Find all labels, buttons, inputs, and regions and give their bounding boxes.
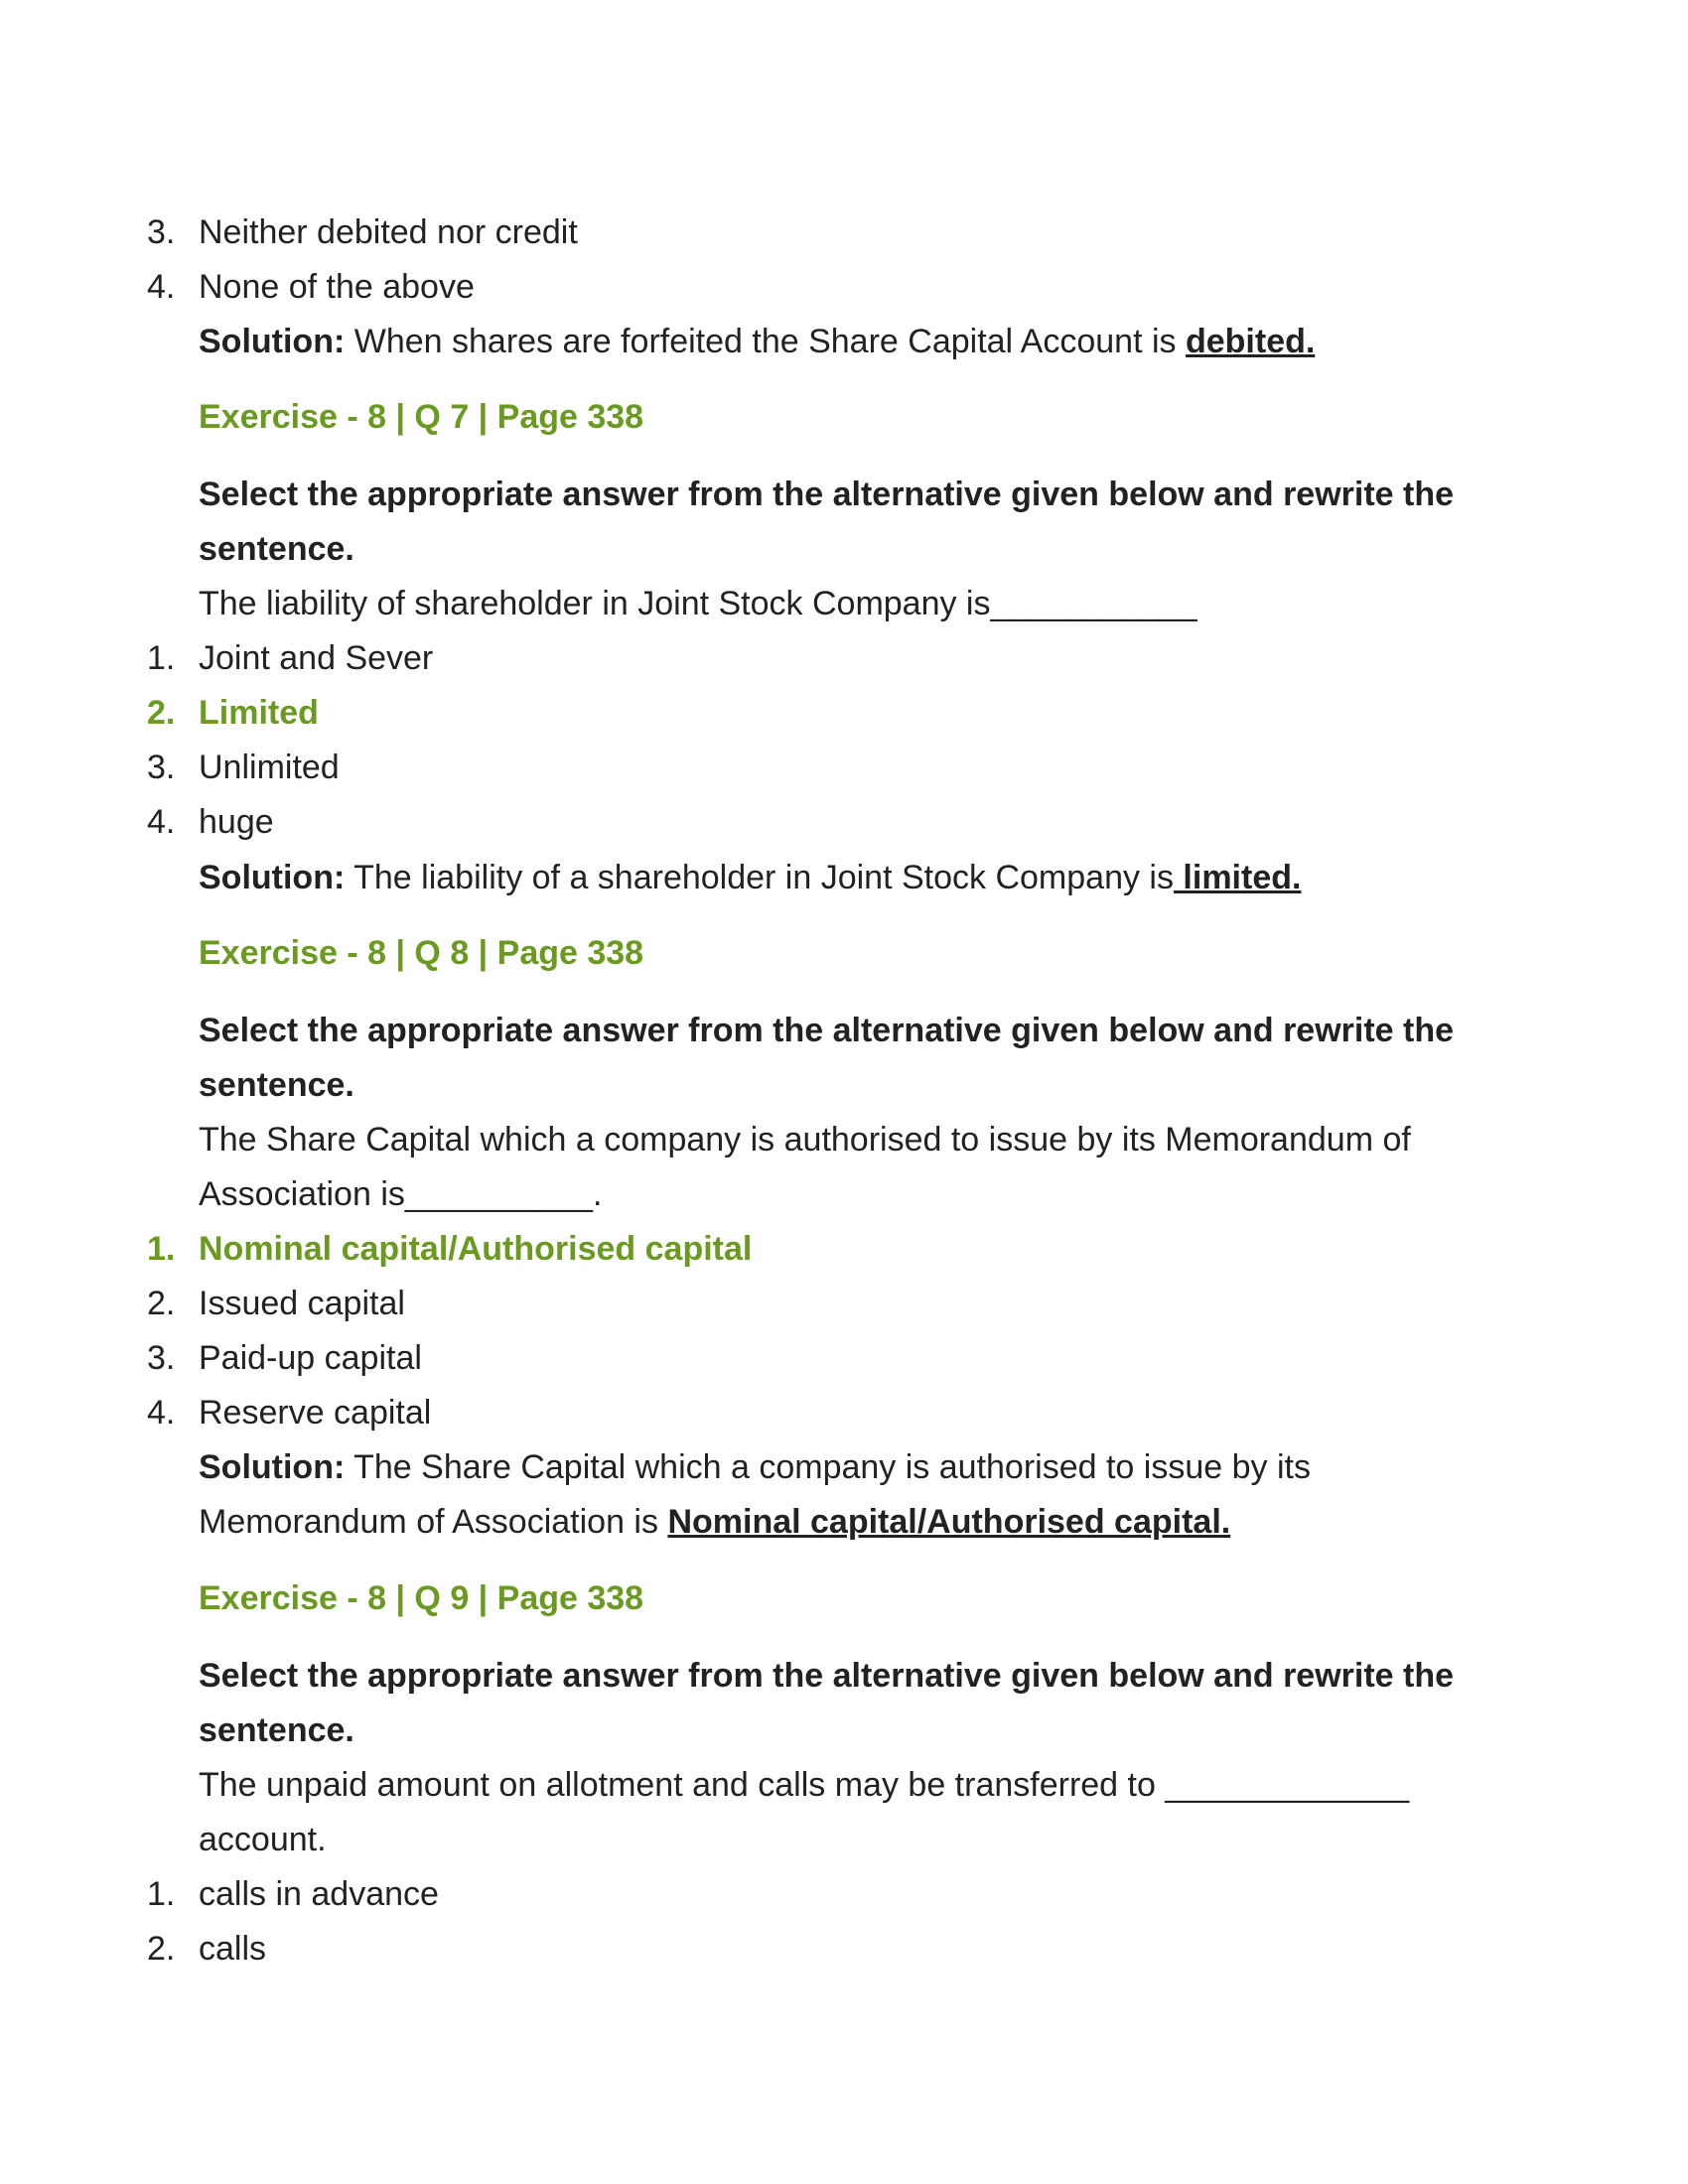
option-number: 4. [147, 803, 176, 841]
option-text: Neither debited nor credit [199, 213, 578, 251]
question-text: The Share Capital which a company is authorised to issue by its Memorandum of [199, 1121, 1411, 1159]
solution-text: Memorandum of Association is [199, 1503, 668, 1541]
solution-line [199, 1447, 1311, 1487]
correct-option-number: 1. [147, 1230, 176, 1268]
correct-option-number: 2. [147, 694, 176, 732]
option-text: None of the above [199, 268, 475, 306]
option-number: 4. [147, 1394, 176, 1432]
option-number: 2. [147, 1285, 176, 1322]
question-text: The liability of shareholder in Joint Stock Company is___________ [199, 585, 1197, 622]
option-text: calls in advance [199, 1875, 439, 1913]
solution-text: The liability of a shareholder in Joint Stock Company is [345, 859, 1174, 896]
question-text: Association is__________. [199, 1175, 603, 1213]
solution-label: Solution: [199, 1448, 346, 1486]
solution-line [199, 1502, 1230, 1542]
exercise-heading: Exercise - 8 | Q 9 | Page 338 [199, 1579, 644, 1617]
instruction-line: Select the appropriate answer from the alternative given below and rewrite the [199, 1657, 1455, 1695]
question-text: The unpaid amount on allotment and calls may be transferred to _____________ [199, 1766, 1410, 1804]
instruction-line: Select the appropriate answer from the alternative given below and rewrite the [199, 1012, 1455, 1049]
instruction-line: sentence. [199, 1066, 354, 1104]
option-number: 2. [147, 1930, 176, 1968]
exercise-heading: Exercise - 8 | Q 7 | Page 338 [199, 398, 644, 436]
solution-line [199, 322, 1315, 361]
instruction-line: sentence. [199, 530, 354, 568]
solution-line [199, 858, 1301, 897]
option-text: Paid-up capital [199, 1339, 422, 1377]
solution-text: When shares are forfeited the Share Capital Account is [345, 323, 1186, 360]
option-text: calls [199, 1930, 267, 1968]
option-text: huge [199, 803, 274, 841]
solution-label: Solution: [199, 323, 346, 360]
option-text: Issued capital [199, 1285, 405, 1322]
option-text: Joint and Sever [199, 639, 434, 677]
correct-option-text: Limited [199, 694, 319, 732]
solution-text: The Share Capital which a company is authorised to issue by its [345, 1448, 1311, 1486]
exercise-heading: Exercise - 8 | Q 8 | Page 338 [199, 934, 644, 972]
option-number: 3. [147, 213, 176, 251]
solution-answer: debited. [1185, 323, 1316, 360]
correct-option-text: Nominal capital/Authorised capital [199, 1230, 753, 1268]
option-number: 3. [147, 1339, 176, 1377]
option-number: 3. [147, 749, 176, 786]
solution-label: Solution: [199, 859, 346, 896]
solution-answer: limited. [1173, 859, 1302, 896]
instruction-line: Select the appropriate answer from the alternative given below and rewrite the [199, 476, 1455, 513]
option-text: Unlimited [199, 749, 340, 786]
question-text: account. [199, 1821, 327, 1858]
instruction-line: sentence. [199, 1711, 354, 1749]
option-number: 1. [147, 639, 176, 677]
option-number: 1. [147, 1875, 176, 1913]
option-text: Reserve capital [199, 1394, 432, 1432]
option-number: 4. [147, 268, 176, 306]
solution-answer: Nominal capital/Authorised capital. [667, 1503, 1231, 1541]
